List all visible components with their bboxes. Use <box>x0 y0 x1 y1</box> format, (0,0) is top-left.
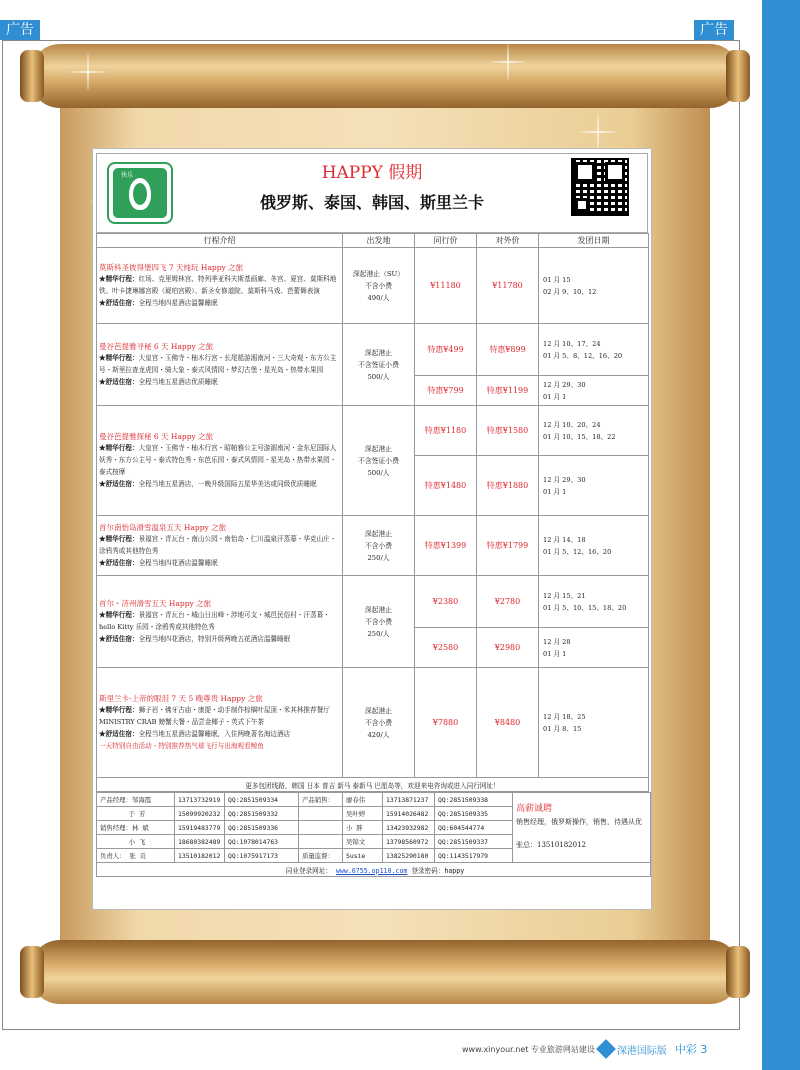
column-header: 行程介绍 <box>97 234 343 248</box>
page-footer <box>462 1040 752 1058</box>
date-line: 12 月 29、30 <box>543 475 586 484</box>
departure-dates <box>539 516 649 576</box>
contact-name: Susie <box>343 849 383 863</box>
tour-description <box>97 248 343 324</box>
departure-cell <box>343 516 415 576</box>
more-routes-row <box>97 778 649 792</box>
recruitment-title: 高薪诚聘 <box>516 804 553 814</box>
itinerary-label: ★精华行程： <box>99 611 139 619</box>
sparkle-icon <box>80 64 96 80</box>
date-line: 01 月 5、10、15、18、20 <box>543 603 627 612</box>
hotel-text: 全程当地五星酒店，一晚升级国际五星华美达或同级优质睡眠 <box>138 480 317 488</box>
hotel-text: 全程当地四星酒店温馨睡眠 <box>138 299 218 307</box>
departure-cell <box>343 324 415 406</box>
peer-price: 特惠¥799 <box>415 376 477 406</box>
retail-price: 特惠¥1799 <box>477 516 539 576</box>
tour-description <box>97 406 343 516</box>
contact-phone: 13713871237 <box>383 793 435 807</box>
departure-fee: 490/人 <box>367 293 390 302</box>
itinerary-text: 狮子岩・佛牙古庙・康提・动手制作棕榈叶屋顶・米其林推荐餐厅 MINISTRY CRAB 螃蟹大餐・品尝金椰子・英式下午茶 <box>99 706 330 726</box>
departure-route: 深起港止 <box>364 605 393 614</box>
hotel-label: ★舒适住宿： <box>99 480 139 488</box>
column-header: 发团日期 <box>539 234 649 248</box>
table-row <box>97 516 649 576</box>
departure-route: 深起港止 <box>364 529 393 538</box>
tour-name[interactable]: 曼谷芭提雅探秘 6 天 Happy 之旅 <box>99 432 214 441</box>
contact-qq: QQ:604544774 <box>435 821 513 835</box>
tour-name[interactable]: 莫斯科圣彼得堡四飞 7 天纯玩 Happy 之旅 <box>99 263 244 272</box>
contact-name: 产品经理：邹海霞 <box>97 793 175 807</box>
contact-phone: 18680382489 <box>175 835 225 849</box>
hotel-label: ★舒适住宿： <box>99 559 139 567</box>
ad-label-right: 广告 <box>694 20 734 40</box>
login-label: 同业登录网址： <box>285 866 332 875</box>
itinerary-label: ★精华行程： <box>99 275 139 283</box>
departure-dates <box>539 406 649 456</box>
hotel-label: ★舒适住宿： <box>99 299 139 307</box>
departure-dates <box>539 628 649 668</box>
tour-flyer <box>92 148 652 910</box>
departure-note: 不含签证小费 <box>358 360 399 369</box>
departure-dates <box>539 248 649 324</box>
contact-row <box>97 793 651 807</box>
flyer-header <box>96 153 648 233</box>
peer-price: ¥2580 <box>415 628 477 668</box>
contact-qq: QQ:2851509338 <box>435 793 513 807</box>
departure-note: 不含小费 <box>364 617 393 626</box>
contact-qq: QQ:2851509334 <box>225 793 299 807</box>
contact-phone: 15914026482 <box>383 807 435 821</box>
flyer-subtitle: 俄罗斯、泰国、韩国、斯里兰卡 <box>259 193 484 212</box>
departure-route: 深起港止（SU） <box>352 269 405 278</box>
contact-phone: 13798560972 <box>383 835 435 849</box>
date-line: 01 月 5、12、16、20 <box>543 547 612 556</box>
hotel-label: ★舒适住宿： <box>99 378 139 386</box>
contact-phone: 13510182012 <box>175 849 225 863</box>
contact-qq: QQ:1078014763 <box>225 835 299 849</box>
table-header-row <box>97 234 649 248</box>
departure-note: 不含签证小费 <box>358 456 399 465</box>
departure-dates <box>539 324 649 376</box>
tour-description <box>97 668 343 778</box>
date-line: 01 月 1 <box>543 487 567 496</box>
departure-dates <box>539 376 649 406</box>
departure-fee: 420/人 <box>367 730 390 739</box>
hotel-label: ★舒适住宿： <box>99 635 139 643</box>
departure-fee: 250/人 <box>367 553 390 562</box>
retail-price: 特惠¥1580 <box>477 406 539 456</box>
departure-dates <box>539 668 649 778</box>
contact-name: 吴叶婷 <box>343 807 383 821</box>
departure-note: 不含小费 <box>364 718 393 727</box>
tour-description <box>97 576 343 668</box>
contact-phone: 15099920232 <box>175 807 225 821</box>
date-line: 01 月 10、15、18、22 <box>543 432 616 441</box>
peer-price: ¥2380 <box>415 576 477 628</box>
date-line: 01 月 1 <box>543 392 567 401</box>
side-color-bar <box>762 0 800 1070</box>
sparkle-icon <box>500 54 516 70</box>
departure-dates <box>539 456 649 516</box>
login-password: 登录密码：happy <box>411 866 465 875</box>
date-line: 12 月 10、17、24 <box>543 339 601 348</box>
tour-name[interactable]: 首尔南怡岛滑雪温泉五天 Happy 之旅 <box>99 523 227 532</box>
departure-note: 不含小费 <box>364 541 393 550</box>
itinerary-label: ★精华行程： <box>99 706 139 714</box>
table-row <box>97 248 649 324</box>
contact-role: 质量监督： <box>299 849 343 863</box>
tour-name[interactable]: 曼谷芭提雅寻秘 6 天 Happy 之旅 <box>99 342 214 351</box>
date-line: 12 月 28 <box>543 637 571 646</box>
departure-fee: 500/人 <box>367 468 390 477</box>
tour-name[interactable]: 首尔・济州滑雪五天 Happy 之旅 <box>99 599 212 608</box>
departure-route: 深起港止 <box>364 706 393 715</box>
retail-price: ¥2780 <box>477 576 539 628</box>
departure-cell <box>343 576 415 668</box>
retail-price: 特惠¥899 <box>477 324 539 376</box>
diamond-logo-icon <box>596 1039 616 1059</box>
contact-name: 于 芳 <box>97 807 175 821</box>
sparkle-icon <box>590 124 606 140</box>
footer-edition: 深港国际版 <box>616 1045 667 1057</box>
ad-label-left: 广告 <box>0 20 40 40</box>
contact-qq: QQ:2851509332 <box>225 807 299 821</box>
departure-fee: 250/人 <box>367 629 390 638</box>
peer-price: ¥7880 <box>415 668 477 778</box>
table-row <box>97 406 649 456</box>
itinerary-label: ★精华行程： <box>99 535 139 543</box>
peer-price: 特惠¥1180 <box>415 406 477 456</box>
peer-price: 特惠¥1399 <box>415 516 477 576</box>
tour-description <box>97 516 343 576</box>
column-header: 对外价 <box>477 234 539 248</box>
special-note: 一天特别自由活动・特别推荐热气球飞行与出海观看鲸鱼 <box>99 742 264 750</box>
date-line: 01 月 1 <box>543 649 567 658</box>
departure-note: 不含小费 <box>364 281 393 290</box>
contact-qq: QQ:2851509337 <box>435 835 513 849</box>
column-header: 出发地 <box>343 234 415 248</box>
date-line: 01 月 15 <box>543 275 571 284</box>
date-line: 12 月 18、25 <box>543 712 586 721</box>
tour-description <box>97 324 343 406</box>
contact-name: 小 飞 <box>97 835 175 849</box>
date-line: 12 月 29、30 <box>543 380 586 389</box>
retail-price: ¥8480 <box>477 668 539 778</box>
qr-code-icon <box>571 158 629 216</box>
contact-name: 负责人： 张 贡 <box>97 849 175 863</box>
contact-name: 廖春伟 <box>343 793 383 807</box>
recruitment-box <box>513 793 651 863</box>
contact-role <box>299 807 343 821</box>
contact-qq: QQ:1075917173 <box>225 849 299 863</box>
scroll-bottom-roll <box>30 940 740 1004</box>
departure-dates <box>539 576 649 628</box>
table-row <box>97 668 649 778</box>
date-line: 01 月 8、15 <box>543 724 582 733</box>
contact-role: 产品销售： <box>299 793 343 807</box>
contact-role <box>299 835 343 849</box>
retail-price: 特惠¥1880 <box>477 456 539 516</box>
itinerary-text: 大皇宫・玉佛寺・柚木行宫・长尾船游湄南河・三大奇观・东方公主号・斯里拉查龙虎园・骑大象・泰式风情园・梦幻古堡・星光岛・热带水果园 <box>99 354 337 374</box>
itinerary-text: 大皇宫・玉佛寺・柚木行宫・昭帕雅公主号游湄南河・金东尼国际人妖秀・东方公主号・泰式特色秀・东芭乐园・泰式风情园・星光岛・热带水果园・泰式按摩 <box>99 444 337 476</box>
contact-phone: 15919483779 <box>175 821 225 835</box>
contact-qq: QQ:1143517979 <box>435 849 513 863</box>
peer-price: 特惠¥1480 <box>415 456 477 516</box>
date-line: 02 月 9、10、12 <box>543 287 597 296</box>
itinerary-text: 红场、克里姆林宫、特列季亚科夫斯基画廊、冬宫、夏宫、莫斯科地铁、叶卡捷琳娜宫殿（琥珀宫殿）、新圣女修道院、莫斯科马戏、芭蕾舞表演 <box>99 275 337 295</box>
table-row <box>97 576 649 628</box>
retail-price: 特惠¥1199 <box>477 376 539 406</box>
login-url-link[interactable]: www.0755.op110.com <box>335 866 408 875</box>
departure-cell <box>343 248 415 324</box>
retail-price: ¥2980 <box>477 628 539 668</box>
itinerary-label: ★精华行程： <box>99 354 139 362</box>
login-row <box>97 863 651 877</box>
footer-site-text: www.xinyour.net 专业旅游网站建设 <box>462 1044 595 1054</box>
contact-phone: 13825290180 <box>383 849 435 863</box>
itinerary-text: 景福宫・青瓦台・南山公园・南怡岛・仁川温泉汗蒸幕・华克山庄・涂鸦秀或其他特色秀 <box>99 535 337 555</box>
itinerary-text: 景福宫・青瓦台・城山日出峰・涉地可支・城邑民俗村・汗蒸幕・hello Kitty 乐园・涂鸦秀或其他特色秀 <box>99 611 330 631</box>
contact-role <box>299 821 343 835</box>
contact-name: 销售经理：林 斌 <box>97 821 175 835</box>
date-line: 12 月 15、21 <box>543 591 586 600</box>
peer-price: 特惠¥499 <box>415 324 477 376</box>
retail-price: ¥11780 <box>477 248 539 324</box>
date-line: 12 月 10、20、24 <box>543 420 601 429</box>
flyer-title: HAPPY 假期 <box>321 163 423 183</box>
departure-fee: 500/人 <box>367 372 390 381</box>
tour-table <box>96 233 649 792</box>
departure-route: 深起港止 <box>364 348 393 357</box>
recruitment-contact: 张总：13510182012 <box>516 841 586 849</box>
hotel-text: 全程当地五星酒店温馨睡眠，入住两晚著名海边酒店 <box>138 730 291 738</box>
hotel-label: ★舒适住宿： <box>99 730 139 738</box>
date-line: 12 月 14、18 <box>543 535 586 544</box>
hotel-text: 全程当地五星酒店优质睡眠 <box>138 378 218 386</box>
itinerary-label: ★精华行程： <box>99 444 139 452</box>
contact-qq: QQ:2851509336 <box>225 821 299 835</box>
scroll-top-roll <box>30 44 740 108</box>
table-row <box>97 324 649 376</box>
departure-cell <box>343 406 415 516</box>
page-number: 中彩 3 <box>674 1043 708 1056</box>
contact-name: 吴锦文 <box>343 835 383 849</box>
contacts-table <box>96 792 651 877</box>
departure-route: 深起港止 <box>364 444 393 453</box>
contact-phone: 13713732919 <box>175 793 225 807</box>
hotel-text: 全程当地四花酒店，特别升级两晚五花酒店温馨睡眠 <box>138 635 291 643</box>
contact-phone: 13423932982 <box>383 821 435 835</box>
more-routes-text: 更多包团线路，韩国 日本 普吉 新马 泰新马 巴厘岛等，欢迎来电咨询或进入同行网址！ <box>97 778 649 792</box>
contact-qq: QQ:2851509335 <box>435 807 513 821</box>
login-info <box>97 863 651 877</box>
contact-name: 小 胖 <box>343 821 383 835</box>
tour-name[interactable]: 斯里兰卡-上帝的眼泪 7 天 5 晚尊贵 Happy 之旅 <box>99 694 263 703</box>
departure-cell <box>343 668 415 778</box>
hotel-text: 全程当地四花酒店温馨睡眠 <box>138 559 218 567</box>
recruitment-text: 销售经理，俄罗斯操作，销售，待遇从优 <box>516 818 642 826</box>
column-header: 同行价 <box>415 234 477 248</box>
logo-text: 快乐 <box>121 172 134 179</box>
peer-price: ¥11180 <box>415 248 477 324</box>
date-line: 01 月 5、8、12、16、20 <box>543 351 623 360</box>
